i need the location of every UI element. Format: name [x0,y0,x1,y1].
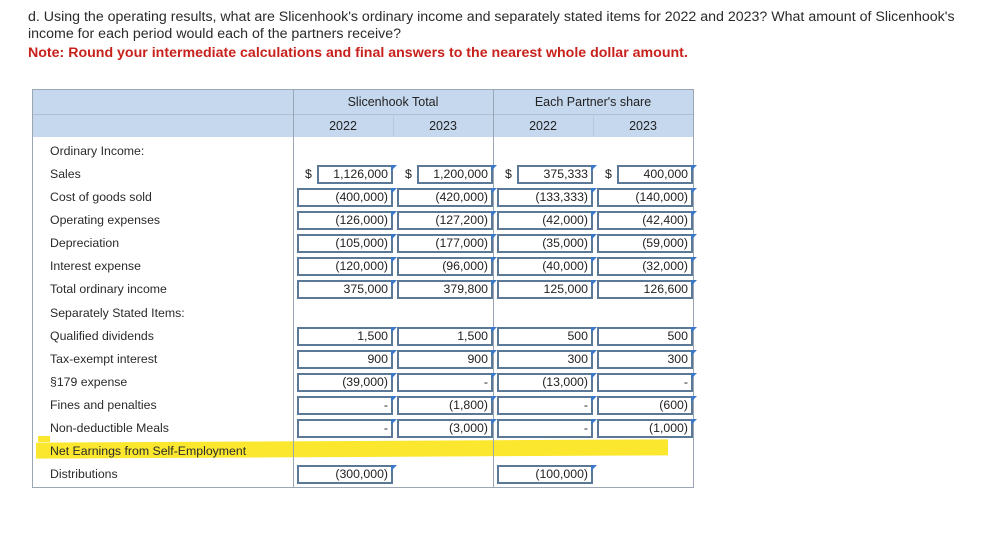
answer-input-cell[interactable]: 400,000 [617,165,693,184]
header-each-partner-share: Each Partner's share [534,95,652,109]
cell-flag-icon [691,211,697,217]
cell-flag-icon [691,350,697,356]
answer-input-cell[interactable]: (140,000) [597,188,693,207]
answer-input-cell[interactable]: (177,000) [397,234,493,253]
answer-input-cell[interactable]: - [497,419,593,438]
currency-symbol: $ [305,167,312,181]
answer-input-cell[interactable]: 300 [597,350,693,369]
row-label: Depreciation [50,236,120,250]
row-label: §179 expense [50,375,128,389]
cell-flag-icon [491,165,497,171]
answer-input-cell[interactable]: - [497,396,593,415]
answer-input-cell[interactable]: (120,000) [297,257,393,276]
answer-input-cell[interactable]: (13,000) [497,373,593,392]
answer-input-cell[interactable]: 300 [497,350,593,369]
answer-input-cell[interactable]: - [597,373,693,392]
row-label: Total ordinary income [50,282,167,296]
currency-symbol: $ [605,167,612,181]
cell-flag-icon [391,465,397,471]
answer-input-cell[interactable]: (96,000) [397,257,493,276]
answer-input-cell[interactable]: (600) [597,396,693,415]
row-label: Cost of goods sold [50,190,152,204]
question-text: d. Using the operating results, what are Slicenhook's ordinary income and separately stated items for 2022 and 2023? What amount of Slicenhook's income for each period would each of the partners receive? [28,9,955,42]
answer-input-cell[interactable]: 900 [397,350,493,369]
row-label: Ordinary Income: [50,144,145,158]
answer-input-cell[interactable]: (40,000) [497,257,593,276]
cell-flag-icon [691,327,697,333]
answer-input-cell[interactable]: 900 [297,350,393,369]
answer-input-cell[interactable]: (3,000) [397,419,493,438]
row-label: Net Earnings from Self-Employment [50,444,247,458]
header-year: 2023 [629,119,657,133]
cell-flag-icon [691,188,697,194]
currency-symbol: $ [505,167,512,181]
cell-flag-icon [691,257,697,263]
answer-input-cell[interactable]: (100,000) [497,465,593,484]
answer-input-cell[interactable]: (300,000) [297,465,393,484]
answer-input-cell[interactable]: 375,000 [297,280,393,299]
answer-input-cell[interactable]: (127,200) [397,211,493,230]
answer-input-cell[interactable]: (35,000) [497,234,593,253]
cell-flag-icon [691,234,697,240]
answer-input-cell[interactable]: (59,000) [597,234,693,253]
rounding-note: Note: Round your intermediate calculations and final answers to the nearest whole dollar amount. [28,45,688,61]
answer-input-cell[interactable]: 375,333 [517,165,593,184]
row-label: Interest expense [50,259,141,273]
row-label: Separately Stated Items: [50,306,185,320]
answer-input-cell[interactable]: - [397,373,493,392]
cell-flag-icon [691,373,697,379]
answer-input-cell[interactable]: (133,333) [497,188,593,207]
answer-input-cell[interactable]: - [297,419,393,438]
row-label: Distributions [50,467,118,481]
answer-input-cell[interactable]: 1,126,000 [317,165,393,184]
answer-input-cell[interactable]: 1,500 [397,327,493,346]
answer-input-cell[interactable]: (39,000) [297,373,393,392]
cell-flag-icon [691,165,697,171]
answer-input-cell[interactable]: (32,000) [597,257,693,276]
income-table [32,89,694,488]
answer-input-cell[interactable]: - [297,396,393,415]
answer-input-cell[interactable]: (126,000) [297,211,393,230]
answer-input-cell[interactable]: (400,000) [297,188,393,207]
answer-input-cell[interactable]: (42,400) [597,211,693,230]
cell-flag-icon [691,419,697,425]
cell-flag-icon [591,165,597,171]
row-label: Tax-exempt interest [50,352,158,366]
answer-input-cell[interactable]: 500 [597,327,693,346]
header-year: 2022 [529,119,557,133]
header-slicenhook-total: Slicenhook Total [347,95,439,109]
row-label: Sales [50,167,81,181]
answer-input-cell[interactable]: (1,800) [397,396,493,415]
row-label: Non-deductible Meals [50,421,169,435]
answer-input-cell[interactable]: 126,600 [597,280,693,299]
cell-flag-icon [691,280,697,286]
row-label: Operating expenses [50,213,161,227]
answer-input-cell[interactable]: 125,000 [497,280,593,299]
answer-input-cell[interactable]: (42,000) [497,211,593,230]
answer-input-cell[interactable]: (1,000) [597,419,693,438]
cell-flag-icon [391,165,397,171]
answer-input-cell[interactable]: (420,000) [397,188,493,207]
header-year: 2023 [429,119,457,133]
answer-input-cell[interactable]: 1,500 [297,327,393,346]
answer-input-cell[interactable]: 379,800 [397,280,493,299]
answer-input-cell[interactable]: 1,200,000 [417,165,493,184]
answer-input-cell[interactable]: (105,000) [297,234,393,253]
cell-flag-icon [691,396,697,402]
row-label: Qualified dividends [50,329,154,343]
cell-flag-icon [591,465,597,471]
currency-symbol: $ [405,167,412,181]
answer-input-cell[interactable]: 500 [497,327,593,346]
header-year: 2022 [329,119,357,133]
row-label: Fines and penalties [50,398,157,412]
